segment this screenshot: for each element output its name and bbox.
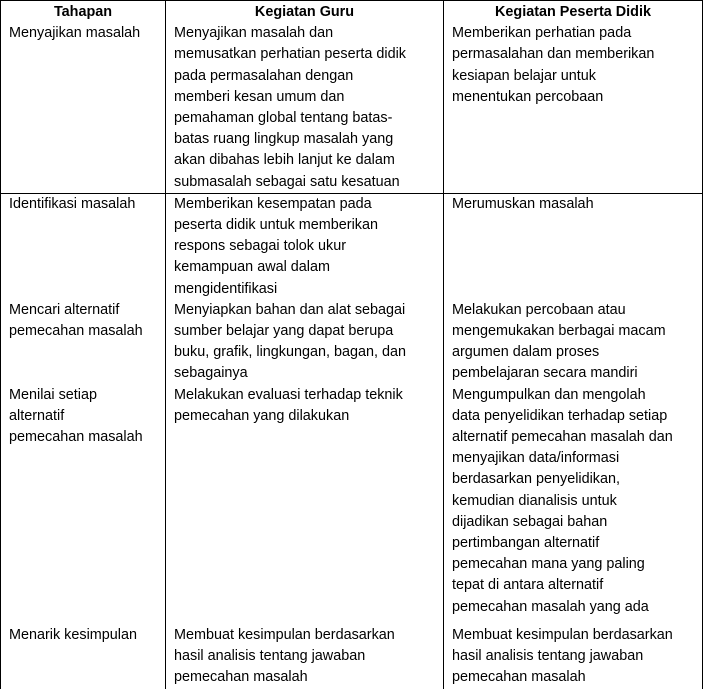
text-line: hasil analisis tentang jawaban bbox=[452, 648, 644, 665]
table-row bbox=[1, 618, 703, 689]
text-line: pemahaman global tentang batas- bbox=[174, 110, 393, 127]
text-line: respons sebagai tolok ukur bbox=[174, 238, 346, 255]
text-line: kemudian dianalisis untuk bbox=[452, 492, 617, 509]
text-line: sebagainya bbox=[174, 365, 248, 382]
text-line: batas ruang lingkup masalah yang bbox=[174, 131, 394, 148]
text-line: menentukan percobaan bbox=[452, 88, 604, 105]
cell-kegiatan-peserta-didik bbox=[444, 618, 703, 689]
text-line: Menyajikan masalah bbox=[9, 25, 141, 42]
text-line: tepat di antara alternatif bbox=[452, 577, 604, 594]
cell-tahapan bbox=[1, 300, 166, 385]
header-row bbox=[1, 1, 703, 24]
text-line: Menilai setiap bbox=[9, 386, 97, 403]
text-line: dijadikan sebagai bahan bbox=[452, 513, 608, 530]
text-line: Menyajikan masalah dan bbox=[174, 25, 334, 42]
cell-tahapan bbox=[1, 23, 166, 193]
text-line: argumen dalam proses bbox=[452, 344, 600, 361]
text-line: Merumuskan masalah bbox=[452, 195, 594, 212]
text-line: pertimbangan alternatif bbox=[452, 535, 600, 552]
table-row bbox=[1, 385, 703, 618]
text-line: submasalah sebagai satu kesatuan bbox=[174, 173, 400, 190]
text-line: Menarik kesimpulan bbox=[9, 626, 137, 643]
cell-kegiatan-peserta-didik bbox=[444, 300, 703, 385]
text-line: pembelajaran secara mandiri bbox=[452, 365, 638, 382]
text-line: mengidentifikasi bbox=[174, 280, 278, 297]
text-line: mengemukakan berbagai macam bbox=[452, 323, 666, 340]
text-line: Membuat kesimpulan berdasarkan bbox=[452, 626, 673, 643]
table-row bbox=[1, 300, 703, 385]
text-line: Membuat kesimpulan berdasarkan bbox=[174, 626, 395, 643]
text-line: hasil analisis tentang jawaban bbox=[174, 648, 366, 665]
text-line: alternatif bbox=[9, 407, 65, 424]
cell-kegiatan-guru bbox=[166, 300, 444, 385]
text-line: Melakukan percobaan atau bbox=[452, 301, 626, 318]
text-line: memberi kesan umum dan bbox=[174, 88, 345, 105]
text-line: permasalahan dan memberikan bbox=[452, 46, 655, 63]
text-line: peserta didik untuk memberikan bbox=[174, 217, 378, 234]
text-line: Mencari alternatif bbox=[9, 301, 120, 318]
text-line: Menyiapkan bahan dan alat sebagai bbox=[174, 301, 406, 318]
text-line: pemecahan mana yang paling bbox=[452, 556, 645, 573]
cell-kegiatan-peserta-didik bbox=[444, 385, 703, 618]
cell-kegiatan-guru bbox=[166, 618, 444, 689]
cell-tahapan bbox=[1, 193, 166, 300]
text-line: menyajikan data/informasi bbox=[452, 450, 620, 467]
text-line: buku, grafik, lingkungan, bagan, dan bbox=[174, 344, 407, 361]
text-line: akan dibahas lebih lanjut ke dalam bbox=[174, 152, 395, 169]
text-line: sumber belajar yang dapat berupa bbox=[174, 323, 394, 340]
text-line: pemecahan masalah bbox=[452, 669, 586, 686]
header-tahapan: Tahapan bbox=[1, 1, 166, 24]
text-line: data penyelidikan terhadap setiap bbox=[452, 407, 668, 424]
text-line: Memberikan kesempatan pada bbox=[174, 195, 372, 212]
text-line: memusatkan perhatian peserta didik bbox=[174, 46, 406, 63]
text-line: Melakukan evaluasi terhadap teknik bbox=[174, 386, 403, 403]
cell-kegiatan-peserta-didik bbox=[444, 193, 703, 300]
text-line: berdasarkan penyelidikan, bbox=[452, 471, 621, 488]
cell-kegiatan-peserta-didik bbox=[444, 23, 703, 193]
text-line: kemampuan awal dalam bbox=[174, 259, 330, 276]
table-row bbox=[1, 193, 703, 300]
cell-tahapan bbox=[1, 618, 166, 689]
header-kegiatan-peserta-didik: Kegiatan Peserta Didik bbox=[444, 1, 703, 24]
text-line: Memberikan perhatian pada bbox=[452, 25, 632, 42]
text-line: Identifikasi masalah bbox=[9, 195, 136, 212]
text-line: pada permasalahan dengan bbox=[174, 67, 354, 84]
cell-kegiatan-guru bbox=[166, 193, 444, 300]
cell-kegiatan-guru bbox=[166, 385, 444, 618]
text-line: alternatif pemecahan masalah dan bbox=[452, 429, 673, 446]
cell-kegiatan-guru bbox=[166, 23, 444, 193]
table-row bbox=[1, 23, 703, 193]
header-kegiatan-guru: Kegiatan Guru bbox=[166, 1, 444, 24]
cell-tahapan bbox=[1, 385, 166, 618]
text-line: pemecahan masalah yang ada bbox=[452, 598, 649, 615]
text-line: Mengumpulkan dan mengolah bbox=[452, 386, 646, 403]
text-line: pemecahan masalah bbox=[9, 323, 143, 340]
text-line: pemecahan yang dilakukan bbox=[174, 407, 350, 424]
text-line: kesiapan belajar untuk bbox=[452, 67, 597, 84]
text-line: pemecahan masalah bbox=[9, 429, 143, 446]
text-line: pemecahan masalah bbox=[174, 669, 308, 686]
